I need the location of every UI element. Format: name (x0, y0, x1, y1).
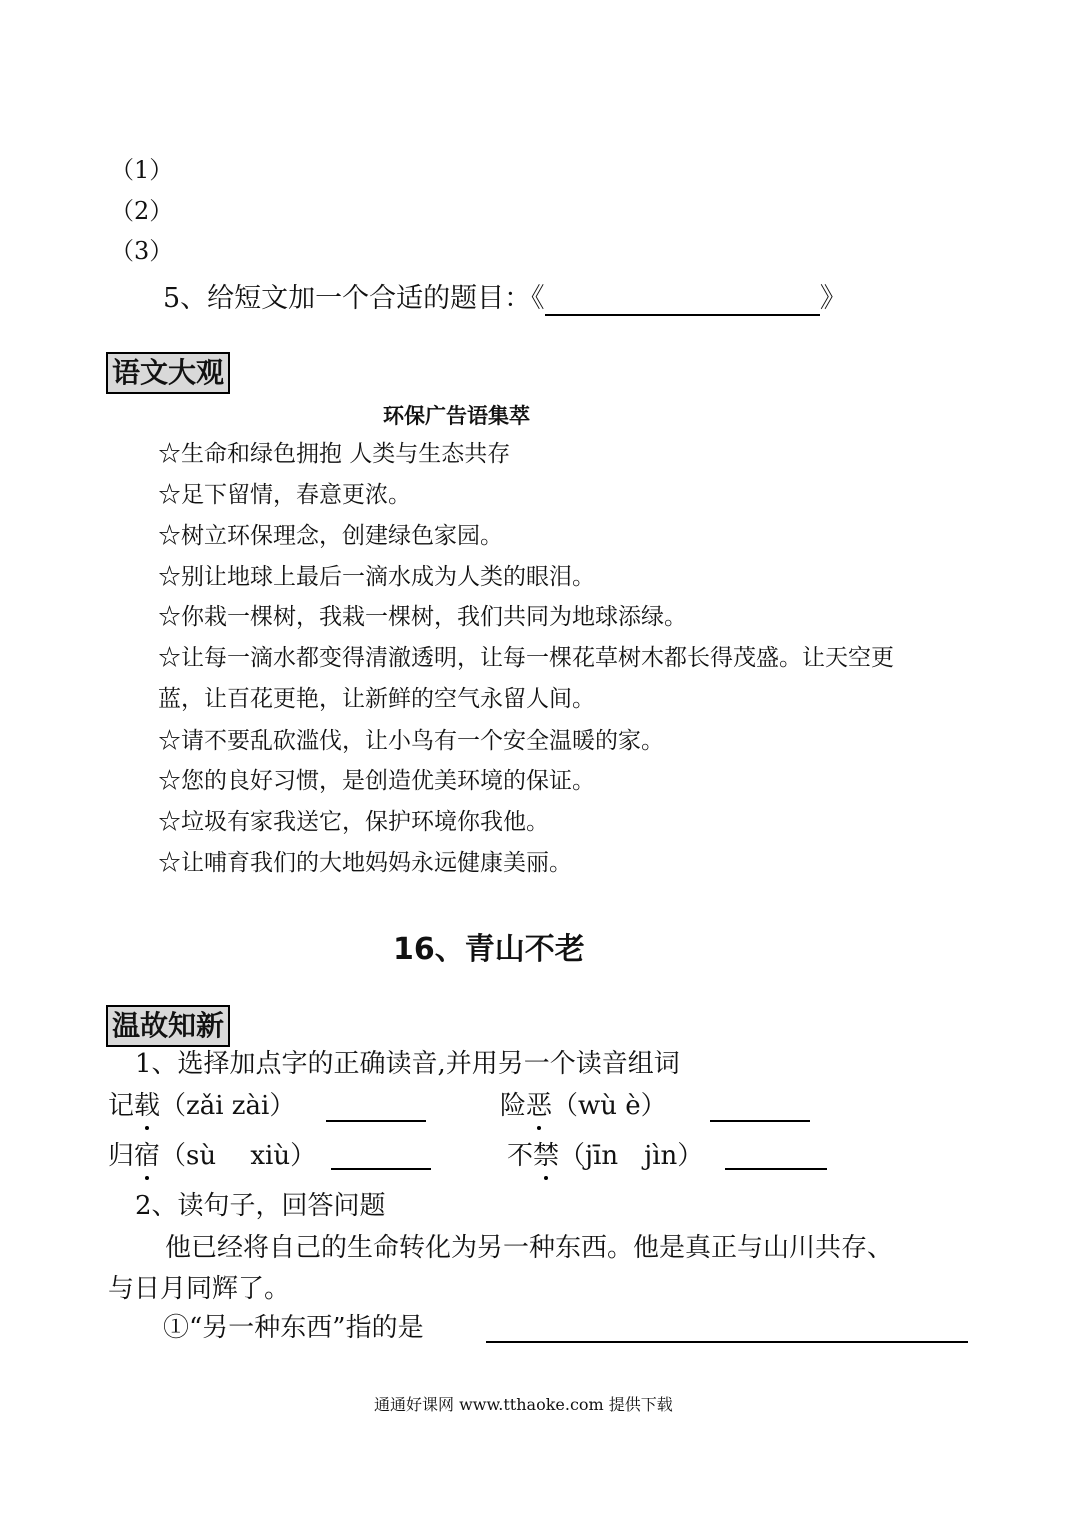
pinyin-item-xiane: 险恶（wù è） (500, 1091, 667, 1121)
slogan-item: ☆别让地球上最后一滴水成为人类的眼泪。 (158, 564, 595, 590)
pinyin-item-guisu: 归宿（sù xiù） (108, 1141, 317, 1171)
passage-line-2: 与日月同辉了。 (108, 1274, 291, 1304)
slogan-item: ☆让每一滴水都变得清澈透明，让每一棵花草树木都长得茂盛。让天空更 (158, 645, 894, 671)
answer-line-2: （2） (110, 197, 174, 225)
slogan-item-continued: 蓝，让百花更艳，让新鲜的空气永留人间。 (158, 686, 595, 712)
question-5-text: 5、给短文加一个合适的题目：《 (163, 283, 545, 314)
slogan-item: ☆垃圾有家我送它，保护环境你我他。 (158, 809, 549, 835)
question-5-close: 》 (819, 283, 847, 314)
answer-blank[interactable] (486, 1341, 968, 1343)
answer-blank[interactable] (326, 1120, 426, 1122)
slogan-item: ☆树立环保理念，创建绿色家园。 (158, 523, 503, 549)
slogan-item: ☆让哺育我们的大地妈妈永远健康美丽。 (158, 850, 572, 876)
slogan-item: ☆你栽一棵树，我栽一棵树，我们共同为地球添绿。 (158, 604, 687, 630)
dotted-char: 宿 (134, 1141, 161, 1171)
answer-line-1: （1） (110, 156, 174, 184)
pinyin-item-bujin: 不禁（jīn jìn） (507, 1141, 704, 1171)
answer-blank[interactable] (710, 1120, 810, 1122)
section-header-wengu-zhixin: 温故知新 (106, 1005, 230, 1047)
question-1-prompt: 1、选择加点字的正确读音,并用另一个读音组词 (135, 1049, 680, 1079)
dotted-char: 恶 (526, 1091, 553, 1121)
slogan-collection-title: 环保广告语集萃 (383, 404, 530, 428)
slogan-item: ☆您的良好习惯，是创造优美环境的保证。 (158, 768, 595, 794)
slogan-item: ☆生命和绿色拥抱 人类与生态共存 (158, 441, 511, 467)
answer-blank[interactable] (331, 1168, 431, 1170)
question-2-prompt: 2、读句子，回答问题 (135, 1191, 386, 1221)
answer-line-3: （3） (110, 237, 174, 265)
passage-line-1: 他已经将自己的生命转化为另一种东西。他是真正与山川共存、 (165, 1233, 894, 1263)
section-header-yuwen-daguan: 语文大观 (106, 352, 230, 394)
dotted-char: 禁 (533, 1141, 560, 1171)
answer-blank[interactable] (725, 1168, 827, 1170)
pinyin-item-jizai: 记载（zǎi zài） (108, 1091, 296, 1121)
lesson-title: 16、青山不老 (393, 932, 585, 967)
question-5 (163, 276, 847, 316)
sub-question-1: ①“另一种东西”指的是 (163, 1313, 424, 1343)
slogan-item: ☆足下留情，春意更浓。 (158, 482, 411, 508)
dotted-char: 载 (134, 1091, 161, 1121)
title-answer-blank[interactable] (545, 283, 820, 316)
footer-credit: 通通好课网 www.tthaoke.com 提供下载 (374, 1395, 673, 1414)
slogan-item: ☆请不要乱砍滥伐，让小鸟有一个安全温暖的家。 (158, 728, 664, 754)
